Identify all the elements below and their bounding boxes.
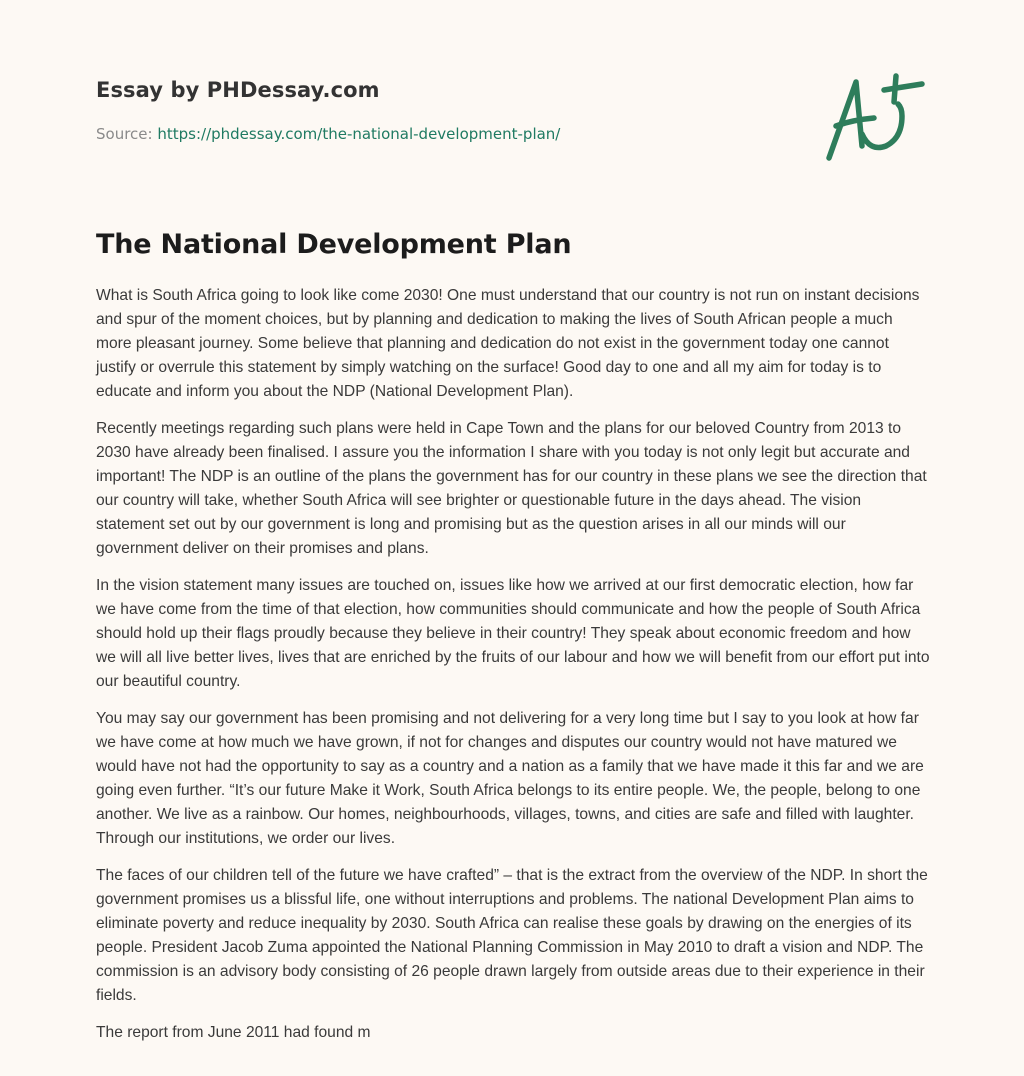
essay-paragraph-truncated: The report from June 2011 had found m [96,1024,371,1041]
source-link[interactable]: https://phdessay.com/the-national-development-plan/ [157,125,561,143]
essay-header [96,76,928,144]
source-line [96,124,928,144]
source-label: Source: [96,125,153,143]
essay-paragraph: What is South Africa going to look like come 2030! One must understand that our country is not run on instant decisions and spur of the moment choices, but by planning and dedication to making the lives of South African people a much more pleasant journey. Some believe that planning and dedication do not exist in the government today one cannot justify or overrule this statement by simply watching on the surface! Good day to one and all my aim for today is to educate and inform you about the NDP (National Development Plan). [96,287,920,400]
essay-paragraph: The faces of our children tell of the future we have crafted” – that is the extract from the overview of the NDP. In short the government promises us a blissful life, one without interruptions and problems. The national Development Plan aims to eliminate poverty and reduce inequality by 2030. South Africa can realise these goals by drawing on the energies of its people. President Jacob Zuma appointed the National Planning Commission in May 2010 to draft a vision and NDP. The commission is an advisory body consisting of 26 people drawn largely from outside areas due to their experience in their fields. [96,867,928,1004]
essay-title: The National Development Plan [96,229,572,260]
a-plus-grade-icon [818,66,930,166]
essay-paragraph: Recently meetings regarding such plans were held in Cape Town and the plans for our beloved Country from 2013 to 2030 have already been finalised. I assure you the information I share with you today is not only legit but accurate and important! The NDP is an outline of the plans the government has for our country in these plans we see the direction that our country will take, whether South Africa will see brighter or questionable future in the days ahead. The vision statement set out by our government is long and promising but as the question arises in all our minds will our government deliver on their promises and plans. [96,420,927,557]
brand-title: Essay by PHDessay.com [96,78,380,102]
essay-paragraph: In the vision statement many issues are touched on, issues like how we arrived at our first democratic election, how far we have come from the time of that election, how communities should communicate and how the people of South Africa should hold up their flags proudly because they believe in their country! They speak about economic freedom and how we will all live better lives, lives that are enriched by the fruits of our labour and how we will benefit from our effort put into our beautiful country. [96,577,930,690]
essay-body [96,284,932,1058]
essay-paragraph: You may say our government has been promising and not delivering for a very long time but I say to you look at how far we have come at how much we have grown, if not for changes and disputes our country would not have matured we would have not had the opportunity to say as a country and a nation as a family that we have made it this far and we are going even further. “It’s our future Make it Work, South Africa belongs to its entire people. We, the people, belong to one another. We live as a rainbow. Our homes, neighbourhoods, villages, towns, and cities are safe and filled with laughter. Through our institutions, we order our lives. [96,710,924,847]
